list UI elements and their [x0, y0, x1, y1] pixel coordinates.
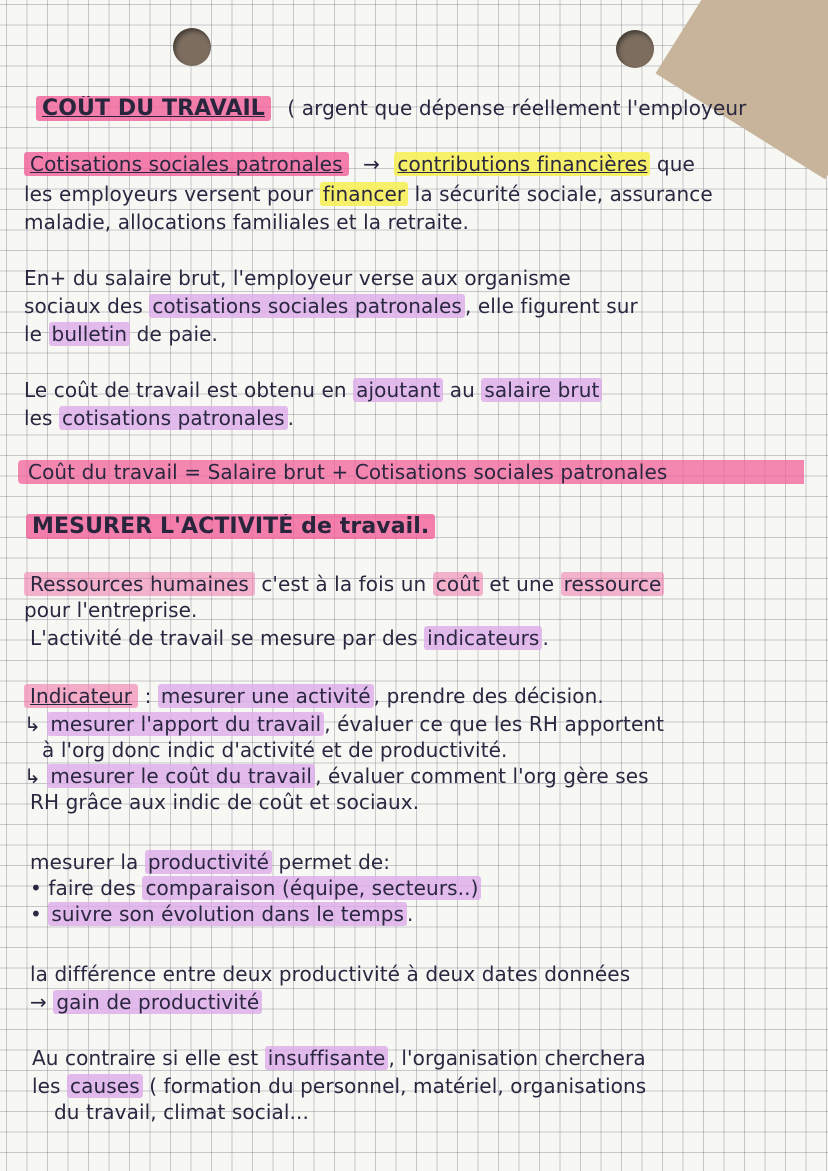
- text: permet de:: [272, 850, 391, 874]
- text: , évaluer comment l'org gère ses: [315, 764, 649, 788]
- text: les: [24, 406, 60, 430]
- formula-line: [18, 460, 804, 484]
- productivite-line-1: [30, 850, 812, 874]
- text: pour l'entreprise.: [24, 598, 198, 622]
- highlight-ressource: ressource: [561, 572, 665, 596]
- rh-line-2: [24, 598, 812, 622]
- text: mesurer la: [30, 850, 145, 874]
- formula: Coût du travail = Salaire brut + Cotisations sociales patronales: [18, 460, 804, 484]
- highlight-bulletin: bulletin: [49, 322, 131, 346]
- heading: COÛT DU TRAVAIL: [36, 96, 271, 121]
- text: L'activité de travail se mesure par des: [30, 626, 425, 650]
- rh-line-1: [24, 572, 812, 596]
- contraire-line-2: [32, 1074, 812, 1098]
- highlight-cotisations: cotisations sociales patronales: [149, 294, 465, 318]
- definition-rest: que: [650, 152, 695, 176]
- text: sociaux des: [24, 294, 150, 318]
- highlight-apport-travail: mesurer l'apport du travail: [47, 712, 324, 736]
- text: , l'organisation cherchera: [388, 1046, 646, 1070]
- indicateur-line-4: [24, 764, 812, 788]
- text: En+ du salaire brut, l'employeur verse aux organisme: [24, 266, 571, 290]
- highlight-mesurer-activite: mesurer une activité: [158, 684, 374, 708]
- highlight-ressources-humaines: Ressources humaines: [24, 572, 255, 596]
- brut-line-1: [24, 266, 812, 290]
- text: maladie, allocations familiales et la retraite.: [24, 210, 469, 234]
- productivite-line-2: [30, 876, 812, 900]
- text: ↳: [24, 764, 48, 788]
- text: :: [138, 684, 158, 708]
- contraire-line-1: [32, 1046, 812, 1070]
- highlight-cout: coût: [433, 572, 483, 596]
- highlight-financer: financer: [320, 182, 409, 206]
- difference-line-2: [30, 990, 812, 1014]
- text: et une: [482, 572, 561, 596]
- text: Le coût de travail est obtenu en: [24, 378, 354, 402]
- highlight-indicateurs: indicateurs: [424, 626, 542, 650]
- difference-line-1: [30, 962, 812, 986]
- highlight-comparaison: comparaison (équipe, secteurs..): [142, 876, 481, 900]
- text: .: [407, 902, 414, 926]
- highlight-cotisations-patronales: cotisations patronales: [59, 406, 288, 430]
- text: .: [287, 406, 295, 430]
- indicateur-line-3: [42, 738, 812, 762]
- text: les employeurs versent pour: [24, 182, 320, 206]
- indicateur-line-5: [30, 790, 812, 814]
- text: Au contraire si elle est: [32, 1046, 265, 1070]
- heading-note: ( argent que dépense réellement l'employeur: [287, 96, 747, 120]
- indicateur-line-2: [24, 712, 812, 736]
- highlight-ajoutant: ajoutant: [353, 378, 443, 402]
- definition-highlight: contributions financières: [394, 152, 650, 176]
- cotisations-line-2: [24, 182, 812, 206]
- highlight-gain-productivite: gain de productivité: [53, 990, 262, 1014]
- text: de paie.: [130, 322, 218, 346]
- text: le: [24, 322, 49, 346]
- highlight-cout-travail: mesurer le coût du travail: [47, 764, 315, 788]
- section-title-mesurer: [26, 514, 812, 539]
- highlight-insuffisante: insuffisante: [265, 1046, 389, 1070]
- text: c'est à la fois un: [254, 572, 433, 596]
- highlight-indicateur: Indicateur: [24, 684, 138, 708]
- brut-line-3: [24, 322, 812, 346]
- highlight-salaire-brut: salaire brut: [481, 378, 602, 402]
- text: , prendre des décision.: [373, 684, 604, 708]
- brut-line-2: [24, 294, 812, 318]
- cotisations-line-3: [24, 210, 812, 234]
- text: •: [30, 902, 49, 926]
- text: RH grâce aux indic de coût et sociaux.: [30, 790, 420, 814]
- text: au: [443, 378, 482, 402]
- text: ↳: [24, 712, 48, 736]
- highlight-causes: causes: [67, 1074, 143, 1098]
- productivite-line-3: [30, 902, 812, 926]
- text: la différence entre deux productivité à deux dates données: [30, 962, 631, 986]
- contraire-line-3: [54, 1100, 812, 1124]
- cout-line-1: [24, 378, 812, 402]
- text: →: [30, 990, 54, 1014]
- indicateur-line-1: [24, 684, 812, 708]
- binder-hole-left: [173, 28, 211, 66]
- rh-line-3: [30, 626, 812, 650]
- text: la sécurité sociale, assurance: [408, 182, 713, 206]
- text: ( formation du personnel, matériel, organisations: [142, 1074, 647, 1098]
- text: , évaluer ce que les RH apportent: [324, 712, 665, 736]
- text: du travail, climat social...: [54, 1100, 309, 1124]
- term: Cotisations sociales patronales: [24, 152, 349, 176]
- text: les: [32, 1074, 68, 1098]
- heading: MESURER L'ACTIVITÉ de travail.: [26, 514, 435, 539]
- text: • faire des: [30, 876, 143, 900]
- highlight-evolution: suivre son évolution dans le temps: [48, 902, 407, 926]
- arrow: →: [363, 152, 380, 176]
- text: à l'org donc indic d'activité et de productivité.: [42, 738, 508, 762]
- text: , elle figurent sur: [464, 294, 638, 318]
- section-title-cout-du-travail: [36, 96, 812, 121]
- cout-line-2: [24, 406, 812, 430]
- binder-hole-right: [616, 30, 654, 68]
- text: .: [542, 626, 549, 650]
- highlight-productivite: productivité: [145, 850, 272, 874]
- cotisations-line-1: [24, 152, 812, 176]
